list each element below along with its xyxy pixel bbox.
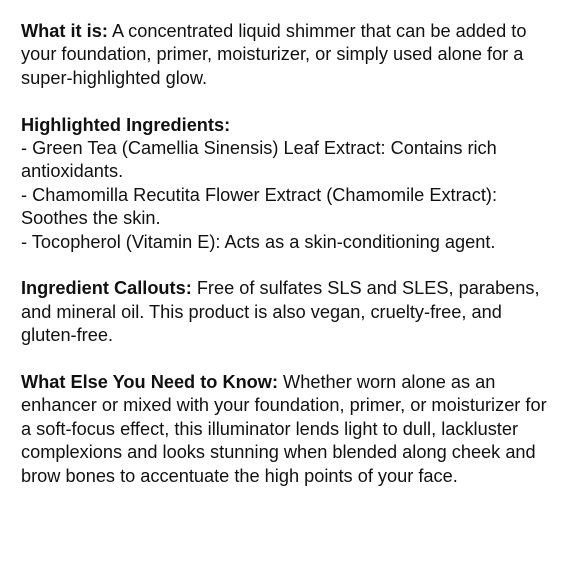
- ingredient-callouts-label: Ingredient Callouts:: [21, 278, 192, 299]
- ingredient-item-green-tea: - Green Tea (Camellia Sinensis) Leaf Extract: Contains rich antioxidants.: [21, 138, 497, 182]
- what-it-is-paragraph: [21, 20, 558, 90]
- what-it-is-text: A concentrated liquid shimmer that can be added to your foundation, primer, moisturizer, or simply used alone for a super-highlighted glow.: [21, 21, 527, 88]
- highlighted-ingredients-heading: Highlighted Ingredients:: [21, 114, 231, 135]
- highlighted-ingredients-section: [21, 114, 558, 254]
- what-it-is-section: [21, 20, 558, 90]
- ingredient-callouts-text: Free of sulfates SLS and SLES, parabens, and mineral oil. This product is also vegan, cruelty-free, and gluten-free.: [21, 278, 540, 346]
- what-else-label: What Else You Need to Know:: [21, 372, 278, 393]
- ingredient-callouts-paragraph: [21, 277, 558, 347]
- what-it-is-label: What it is:: [21, 21, 108, 41]
- what-else-paragraph: [21, 371, 558, 488]
- ingredient-item-chamomile: - Chamomilla Recutita Flower Extract (Chamomile Extract): Soothes the skin.: [21, 184, 498, 229]
- what-else-text: Whether worn alone as an enhancer or mixed with your foundation, primer, or moisturizer for a soft-focus effect, this illuminator lends light to dull, lackluster complexions and looks stunning when blended along cheek and brow bones to accentuate the high points of your face.: [21, 372, 547, 486]
- ingredient-item-tocopherol: - Tocopherol (Vitamin E): Acts as a skin-conditioning agent.: [21, 231, 496, 252]
- what-else-section: [21, 371, 558, 488]
- ingredient-callouts-section: [21, 277, 558, 347]
